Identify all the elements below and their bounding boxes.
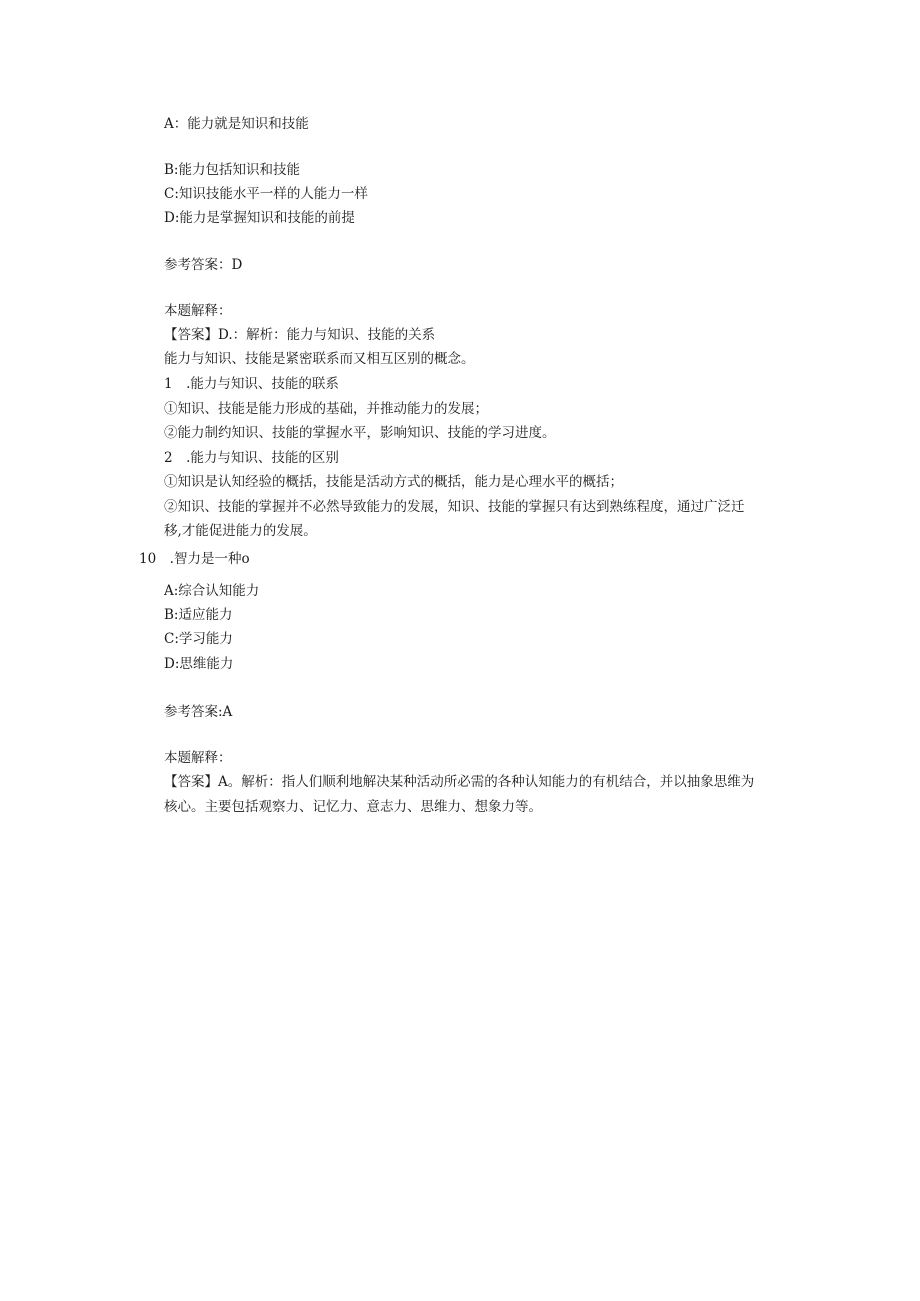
q10-explanation-heading: 本题解释：	[164, 750, 232, 766]
q9-explanation-line: 移,才能促进能力的发展。	[164, 523, 317, 539]
q10-option-c: C:学习能力	[164, 631, 233, 647]
q10-answer: 参考答案:A	[164, 704, 233, 720]
q9-explanation-line: ①知识、技能是能力形成的基础，并推动能力的发展；	[164, 401, 488, 417]
q9-explanation-line: ②能力制约知识、技能的掌握水平，影响知识、技能的学习进度。	[164, 425, 556, 441]
q9-explanation-line: 2 .能力与知识、技能的区别	[164, 450, 339, 466]
q10-option-d: D:思维能力	[164, 656, 234, 672]
q9-explanation-line: 【答案】D.：解析：能力与知识、技能的关系	[164, 327, 436, 343]
q10-option-b: B:适应能力	[164, 607, 233, 623]
q9-answer: 参考答案：D	[164, 257, 243, 273]
q10-option-a: A:综合认知能力	[164, 583, 260, 599]
q9-explanation-line: ②知识、技能的掌握并不必然导致能力的发展，知识、技能的掌握只有达到熟练程度，通过广泛迁	[164, 499, 745, 515]
q9-explanation-line: 能力与知识、技能是紧密联系而又相互区别的概念。	[164, 351, 475, 367]
q9-option-c: C:知识技能水平一样的人能力一样	[164, 186, 368, 202]
q9-option-a: A：能力就是知识和技能	[164, 116, 309, 132]
q9-option-d: D:能力是掌握知识和技能的前提	[164, 210, 355, 226]
q9-explanation-line: 1 .能力与知识、技能的联系	[164, 376, 339, 392]
q10-explanation-line: 核心。主要包括观察力、记忆力、意志力、思维力、想象力等。	[164, 799, 542, 815]
q10-question: 10 .智力是一种o	[139, 551, 250, 567]
q9-explanation-line: ①知识是认知经验的概括，技能是活动方式的概括，能力是心理水平的概括；	[164, 474, 623, 490]
q9-explanation-heading: 本题解释：	[164, 303, 232, 319]
q9-option-b: B:能力包括知识和技能	[164, 162, 300, 178]
q10-explanation-line: 【答案】A。解析：指人们顺利地解决某种活动所必需的各种认知能力的有机结合，并以抽象思维为	[164, 774, 755, 790]
